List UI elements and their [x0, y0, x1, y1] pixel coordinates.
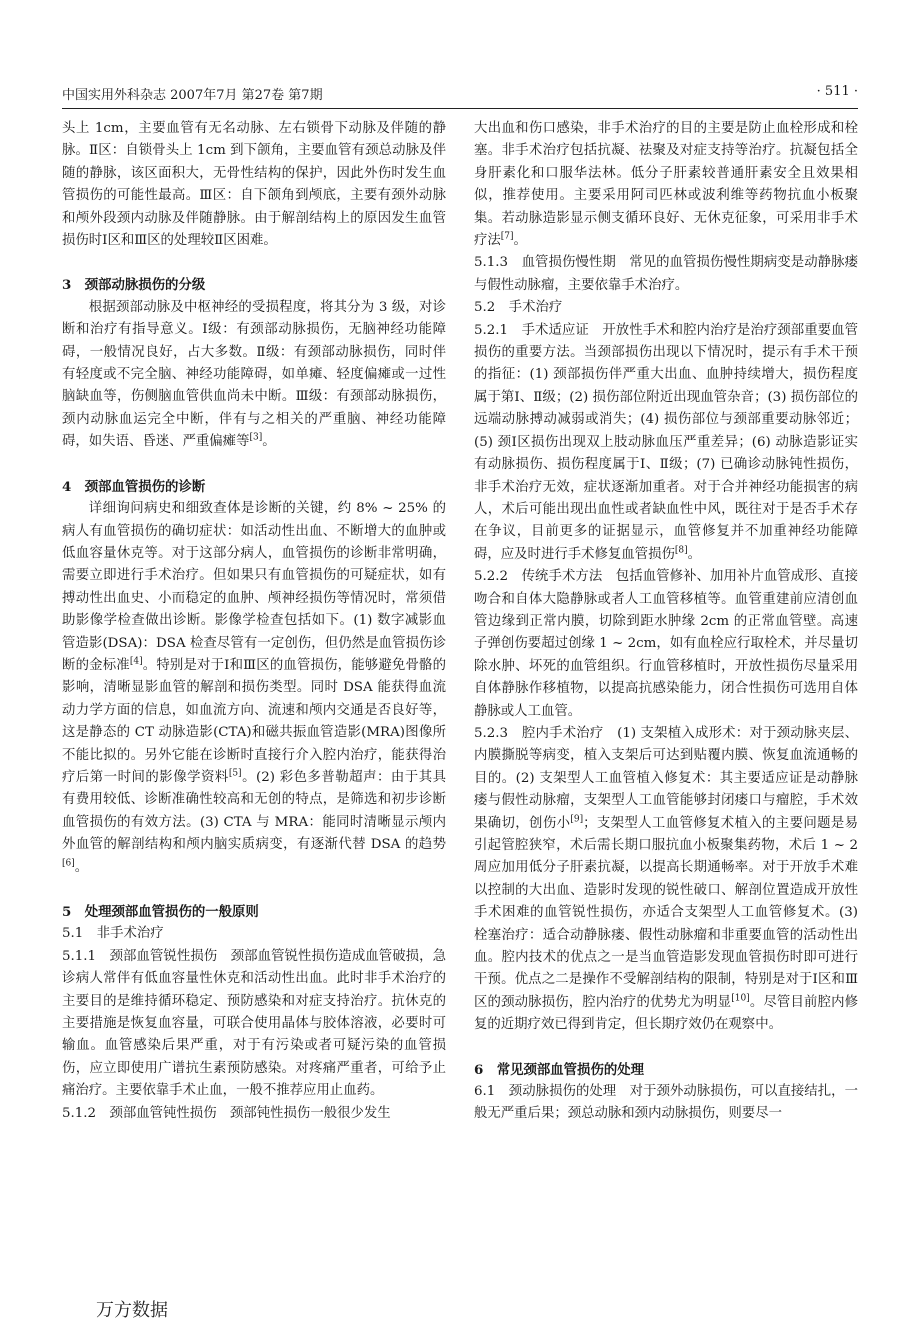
- paragraph: 5.2.3 腔内手术治疗 (1) 支架植入成形术：对于颈动脉夹层、内膜撕脱等病变，植入支架后可达到贴覆内膜、恢复血流通畅的目的。(2) 支架型人工血管植入修复术：其主要适应证是动静脉瘘与假性动脉瘤，支架型人工血管能够封闭瘘口与瘤腔，手术效果确切，创伤小[9]；支架型人工血管修复术植入的主要问题是易引起管腔狭窄，术后需长期口服抗血小板聚集药物，术后 1 ~ 2 周应加用低分子肝素抗凝，以提高长期通畅率。对于开放手术难以控制的大出血、造影时发现的锐性破口、解剖位置造成开放性手术困难的血管锐性损伤，亦适合支架型人工血管修复术。(3) 栓塞治疗：适合动静脉瘘、假性动脉瘤和非重要血管的活动性出血。腔内技术的优点之一是当血管造影发现血管损伤时即可进行干预。优点之二是操作不受解剖结构的限制，特别是对于Ⅰ区和Ⅲ区的颈动脉损伤，腔内治疗的优势尤为明显[10]。尽管目前腔内修复的近期疗效已得到肯定，但长期疗效仍在观察中。: [474, 725, 859, 1033]
- paragraph: 详细询问病史和细致查体是诊断的关键，约 8% ~ 25% 的病人有血管损伤的确切症状：如活动性出血、不断增大的血肿或低血容量休克等。对于这部分病人，血管损伤的诊断非常明确，需要立即进行手术治疗。但如果只有血管损伤的可疑症状，如有搏动性出血史、小而稳定的血肿、颅神经损伤等情况时，常须借助影像学检查做出诊断。影像学检查包括如下。(1) 数字减影血管造影(DSA)：DSA 检查尽管有一定创伤，但仍然是血管损伤诊断的金标准[4]。特别是对于Ⅰ和Ⅲ区的血管损伤，能够避免骨骼的影响，清晰显影血管的解剖和损伤类型。同时 DSA 能获得血流动力学方面的信息，如血流方向、流速和颅内交通是否良好等，这是静态的 CT 动脉造影(CTA)和磁共振血管造影(MRA)图像所不能比拟的。另外它能在诊断时直接行介入腔内治疗，能获得治疗后第一时间的影像学资料[5]。(2) 彩色多普勒超声：由于其具有费用较低、诊断准确性较高和无创的特点，是筛选和初步诊断血管损伤的有效方法。(3) CTA 与 MRA：能同时清晰显示颅内外血管的解剖结构和颅内脑实质病变，有逐渐代替 DSA 的趋势[6]。: [62, 501, 446, 875]
- page-number: · 511 ·: [816, 84, 858, 99]
- citation-ref: [7]: [500, 231, 514, 242]
- paragraph: 5.1.2 颈部血管钝性损伤 颈部钝性损伤一般很少发生: [62, 1105, 391, 1121]
- citation-ref: [3]: [249, 432, 263, 443]
- citation-ref: [5]: [228, 768, 242, 779]
- paragraph: 5.2.1 手术适应证 开放性手术和腔内治疗是治疗颈部重要血管损伤的重要方法。当颈部损伤出现以下情况时，提示有手术干预的指征：(1) 颈部损伤伴严重大出血、血肿持续增大，损伤程度属于第Ⅰ、Ⅱ级；(2) 损伤部位附近出现血管杂音；(3) 损伤部位的远端动脉搏动减弱或消失；(4) 损伤部位与颈部重要动脉邻近；(5) 颈Ⅰ区损伤出现双上肢动脉血压严重差异；(6) 动脉造影证实有动脉损伤、损伤程度属于Ⅰ、Ⅱ级；(7) 已确诊动脉钝性损伤，非手术治疗无效，症状逐渐加重者。对于合并神经功能损害的病人，术后可能出现出血性或者缺血性中风，既往对于是否手术存在争议，目前更多的证据显示，血管修复并不加重神经功能障碍，应及时进行手术修复血管损伤[8]。: [474, 322, 858, 562]
- watermark: 万方数据: [96, 1300, 168, 1321]
- paragraph: 头上 1cm，主要血管有无名动脉、左右锁骨下动脉及伴随的静脉。Ⅱ区：自锁骨头上 1cm 到下颌角，主要血管有颈总动脉及伴随的静脉，该区面积大，无骨性结构的保护，因此外伤时发生血管损伤的可能性最高。Ⅲ区：自下颌角到颅底，主要有颈外动脉和颅外段颈内动脉及伴随静脉。由于解剖结构上的原因发生血管损伤时Ⅰ区和Ⅲ区的处理较Ⅱ区困难。: [62, 121, 446, 249]
- citation-ref: [10]: [731, 993, 750, 1004]
- section-heading-4: 4 颈部血管损伤的诊断: [62, 478, 206, 495]
- paragraph: 5.1.1 颈部血管锐性损伤 颈部血管锐性损伤造成血管破损，急诊病人常伴有低血容量性休克和活动性出血。此时非手术治疗的主要目的是维持循环稳定、预防感染和对症支持治疗。抗休克的主要措施是恢复血容量，可联合使用晶体与胶体溶液，必要时可输血。血管感染后果严重，对于有污染或者可疑污染的血管损伤，应立即使用广谱抗生素预防感染。对疼痛严重者，可给予止痛治疗。主要依靠手术止血，一般不推荐应用止血药。: [62, 948, 446, 1099]
- paragraph: 5.2.2 传统手术方法 包括血管修补、加用补片血管成形、直接吻合和自体大隐静脉或者人工血管移植等。血管重建前应清创血管边缘到正常内膜，切除到距水肿缘 2cm 的正常血管壁。高速子弹创伤要超过创缘 1 ~ 2cm，如有血栓应行取栓术，并尽量切除水肿、坏死的血管组织。行血管移植时，开放性损伤尽量采用自体静脉作移植物，以提高抗感染能力，闭合性损伤可选用自体静脉或人工血管。: [474, 569, 858, 719]
- citation-ref: [6]: [62, 858, 75, 869]
- citation-ref: [9]: [570, 814, 584, 825]
- subsection-heading: 5.2 手术治疗: [474, 300, 563, 316]
- subsection-heading: 5.1 非手术治疗: [62, 926, 164, 942]
- header-rule: [62, 108, 858, 109]
- citation-ref: [4]: [129, 656, 143, 667]
- left-column: [62, 118, 446, 1125]
- paragraph: 5.1.3 血管损伤慢性期 常见的血管损伤慢性期病变是动静脉瘘与假性动脉瘤，主要依靠手术治疗。: [474, 255, 858, 293]
- section-heading-5: 5 处理颈部血管损伤的一般原则: [62, 904, 259, 920]
- section-heading-6: 6 常见颈部血管损伤的处理: [474, 1061, 645, 1078]
- paragraph: 根据颈部动脉及中枢神经的受损程度，将其分为 3 级，对诊断和治疗有指导意义。Ⅰ级：有颈部动脉损伤，无脑神经功能障碍，一般情况良好，占大多数。Ⅱ级：有颈部动脉损伤，同时伴有轻度或不完全脑、神经功能障碍，如单瘫、轻度偏瘫或一过性脑缺血等，伤侧脑血管供血尚未中断。Ⅲ级：有颈部动脉损伤，颈内动脉血运完全中断，伴有与之相关的严重脑、神经功能障碍，如失语、昏迷、严重偏瘫等[3]。: [62, 299, 446, 450]
- section-heading-3: 3 颈部动脉损伤的分级: [62, 277, 206, 294]
- paragraph: 大出血和伤口感染，非手术治疗的目的主要是防止血栓形成和栓塞。非手术治疗包括抗凝、祛聚及对症支持等治疗。抗凝包括全身肝素化和口服华法林。低分子肝素较普通肝素安全且效果相似，推荐使用。主要采用阿司匹林或波利维等药物抗血小板聚集。若动脉造影显示侧支循环良好、无休克征象，可采用非手术疗法[7]。: [474, 121, 858, 249]
- journal-citation: 中国实用外科杂志 2007年7月 第27卷 第7期: [62, 88, 323, 103]
- right-column: [474, 118, 858, 1126]
- running-header: [62, 84, 858, 104]
- citation-ref: [8]: [674, 545, 688, 556]
- paragraph: 6.1 颈动脉损伤的处理 对于颈外动脉损伤，可以直接结扎，一般无严重后果；颈总动脉和颈内动脉损伤，则要尽一: [474, 1084, 858, 1122]
